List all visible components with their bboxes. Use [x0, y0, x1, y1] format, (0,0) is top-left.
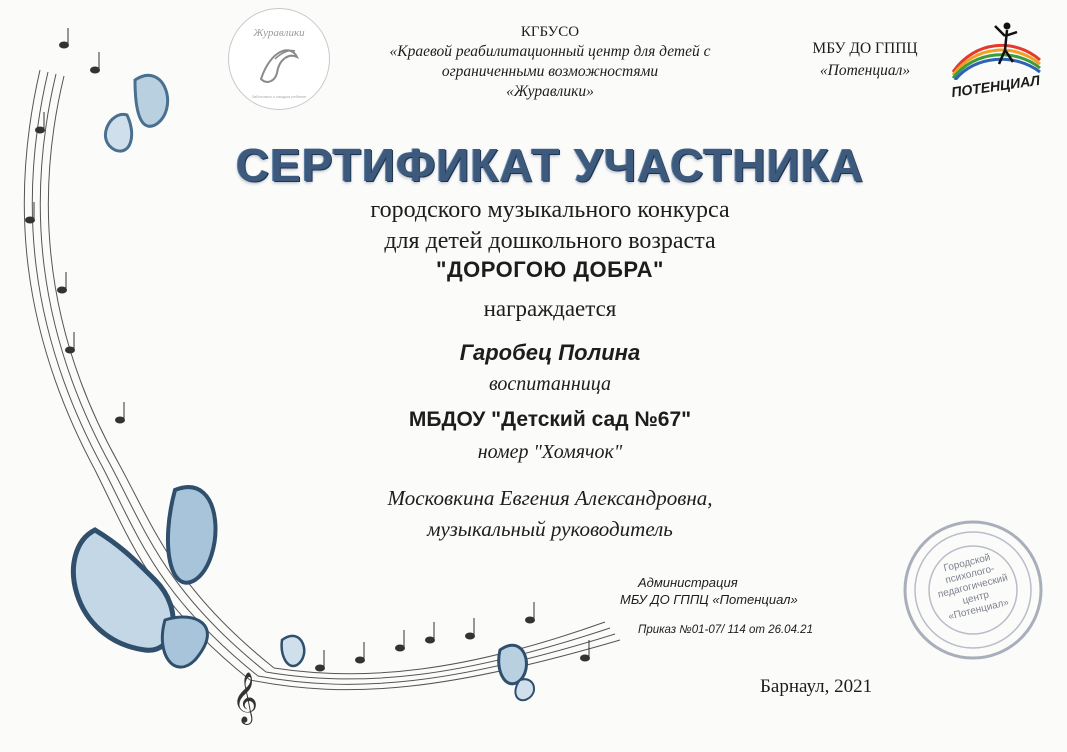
leader-name: Московкина Евгения Александровна,	[387, 486, 713, 510]
org-left-line2: ограниченными возможностями	[441, 63, 659, 80]
leader-role: музыкальный руководитель	[427, 517, 673, 541]
admin-line1: Администрация	[638, 575, 738, 590]
organization-right	[790, 38, 940, 82]
svg-text:𝄞: 𝄞	[232, 672, 259, 723]
recipient-school: МБДОУ "Детский сад №67"	[408, 408, 692, 431]
potentsial-logo-word: ПОТЕНЦИАЛ	[950, 71, 1041, 101]
contest-line2: для детей дошкольного возраста	[384, 228, 716, 254]
potentsial-logo	[945, 20, 1045, 100]
org-right-name: «Потенциал»	[819, 62, 911, 79]
org-right-abbr: МБУ ДО ГППЦ	[812, 40, 918, 57]
organization-left	[330, 22, 770, 102]
official-stamp	[898, 515, 1048, 665]
performance-number: номер "Хомячок"	[477, 441, 623, 463]
contest-line1: городского музыкального конкурса	[370, 197, 730, 223]
zhuravliki-logo	[228, 8, 330, 110]
recipient-name: Гаробец Полина	[459, 340, 641, 365]
awarded-text: награждается	[483, 296, 617, 321]
stamp-text: Городской психолого-педагогический центр «Потенциал»	[936, 552, 1011, 623]
city-year: Барнаул, 2021	[760, 676, 873, 697]
crane-icon	[251, 39, 307, 89]
org-left-line1: «Краевой реабилитационный центр для детей с	[389, 43, 711, 60]
rainbow-figure-icon	[945, 20, 1045, 80]
order-reference: Приказ №01-07/ 114 от 26.04.21	[638, 624, 813, 636]
zhuravliki-logo-name: Журавлики	[253, 27, 305, 39]
org-left-line3: «Журавлики»	[506, 83, 594, 100]
zhuravliki-logo-tagline: Заботимся о каждом ребенке	[251, 94, 307, 99]
admin-line2: МБУ ДО ГППЦ «Потенциал»	[620, 592, 798, 607]
administration-block	[620, 574, 880, 608]
org-left-abbr: КГБУСО	[520, 24, 580, 40]
certificate-title: СЕРТИФИКАТ УЧАСТНИКА	[235, 139, 865, 191]
recipient-status: воспитанница	[488, 373, 612, 395]
contest-name: "ДОРОГОЮ ДОБРА"	[436, 257, 664, 282]
